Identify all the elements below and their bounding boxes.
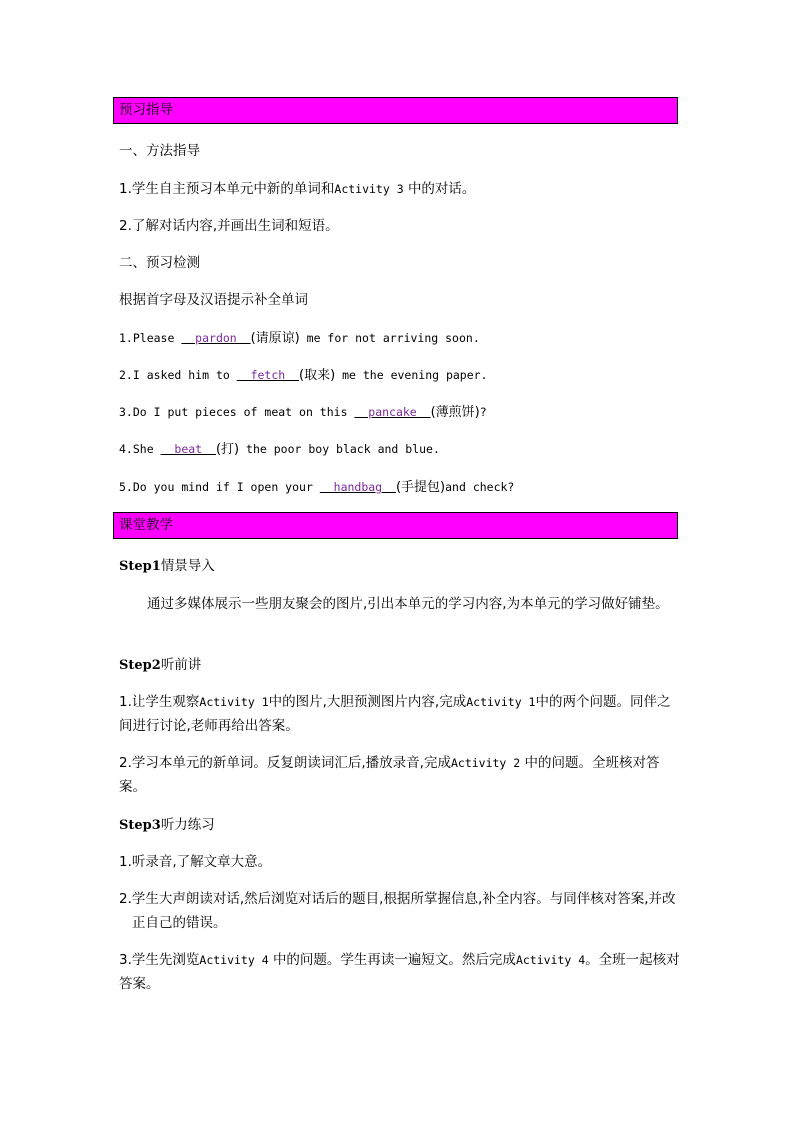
exercise-text: ? [479,405,487,419]
exercise-number: 1. [119,331,133,345]
step3-item-3 [119,948,681,996]
exercise-4 [119,437,440,462]
step1-heading [119,554,215,579]
exercise-hint: (请原谅) [250,331,300,346]
exercise-3 [119,400,487,425]
step-label: Step2 [119,658,161,673]
exercise-number: 5. [119,480,133,494]
exercise-text: me the evening paper. [335,368,488,382]
item-text: 中的问题。全班核对答案。 [119,755,660,795]
item-mono: Activity 4 [515,953,586,967]
exercise-number: 2. [119,368,133,382]
exercise-text: Do I put pieces of meat on this [132,405,355,419]
exercise-hint: (打) [215,442,240,457]
exercise-answer: fetch [236,368,300,382]
step3-heading [119,813,215,838]
item-text: 中的两个问题。同伴之间进行讨论,老师再给出答案。 [119,694,671,734]
item-text: 了解对话内容,并画出生词和短语。 [131,218,339,234]
item-text: 学生自主预习本单元中新的单词和 [131,181,335,197]
item-text: 。全班一起核对答案。 [119,952,680,992]
item-mono: Activity 1 [466,695,536,709]
step1-paragraph: 通过多媒体展示一些朋友聚会的图片,引出本单元的学习内容,为本单元的学习做好铺垫。 [147,596,669,612]
exercise-text: Please [132,331,182,345]
exercise-text: She [132,442,161,456]
item-text: 2.学习本单元的新单词。反复朗读词汇后,播放录音,完成 [119,755,451,771]
exercise-hint: (手提包) [395,480,446,495]
exercise-answer: beat [160,442,216,456]
exercise-5 [119,475,514,500]
exercise-1 [119,326,480,351]
exercise-text: me for not arriving soon. [299,331,480,345]
item-mono: Activity 3 [334,182,404,196]
step-title: 听力练习 [160,817,215,833]
exercise-answer: pardon [181,331,251,345]
step3-item-1: 1.听录音,了解文章大意。 [119,854,272,870]
exercise-text: I asked him to [132,368,237,382]
step2-item-1 [119,690,681,738]
exercise-text: Do you mind if I open your [132,480,320,494]
check-heading: 二、预习检测 [119,255,200,271]
item-number: 1. [119,181,132,197]
exercise-number: 3. [119,405,133,419]
item-text: 中的问题。学生再读一遍短文。然后完成 [272,952,516,968]
step-title: 听前讲 [160,657,202,673]
step2-heading [119,653,201,678]
exercise-hint: (薄煎饼) [430,405,480,420]
exercise-answer: handbag [319,480,396,494]
method-item-1 [119,177,475,201]
exercise-text: and check? [445,480,515,494]
step-label: Step1 [119,559,161,574]
method-heading: 一、方法指导 [119,143,200,159]
step3-item-2: 2.学生大声朗读对话,然后浏览对话后的题目,根据所掌握信息,补全内容。与同伴核对答案,并改正自己的错误。 [119,891,676,931]
item-mono: Activity 4 [199,953,269,967]
instruction: 根据首字母及汉语提示补全单词 [119,292,308,308]
method-item-2 [119,214,339,238]
exercise-hint: (取来) [299,368,336,383]
item-mono: Activity 1 [199,695,269,709]
item-text: 3.学生先浏览 [119,952,200,968]
item-text: 中的图片,大胆预测图片内容,完成 [268,694,467,710]
exercise-text: the poor boy black and blue. [239,442,440,456]
section-header-preview: 预习指导 [113,97,678,124]
item-mono: Activity 2 [450,756,521,770]
exercise-2 [119,363,488,388]
exercise-answer: pancake [354,405,431,419]
step-label: Step3 [119,818,161,833]
exercise-number: 4. [119,442,133,456]
item-text: 中的对话。 [407,181,476,197]
item-number: 2. [119,218,132,234]
section-header-classroom: 课堂教学 [113,512,678,539]
step2-item-2 [119,751,681,799]
step-title: 情景导入 [160,558,215,574]
item-text: 1.让学生观察 [119,694,200,710]
